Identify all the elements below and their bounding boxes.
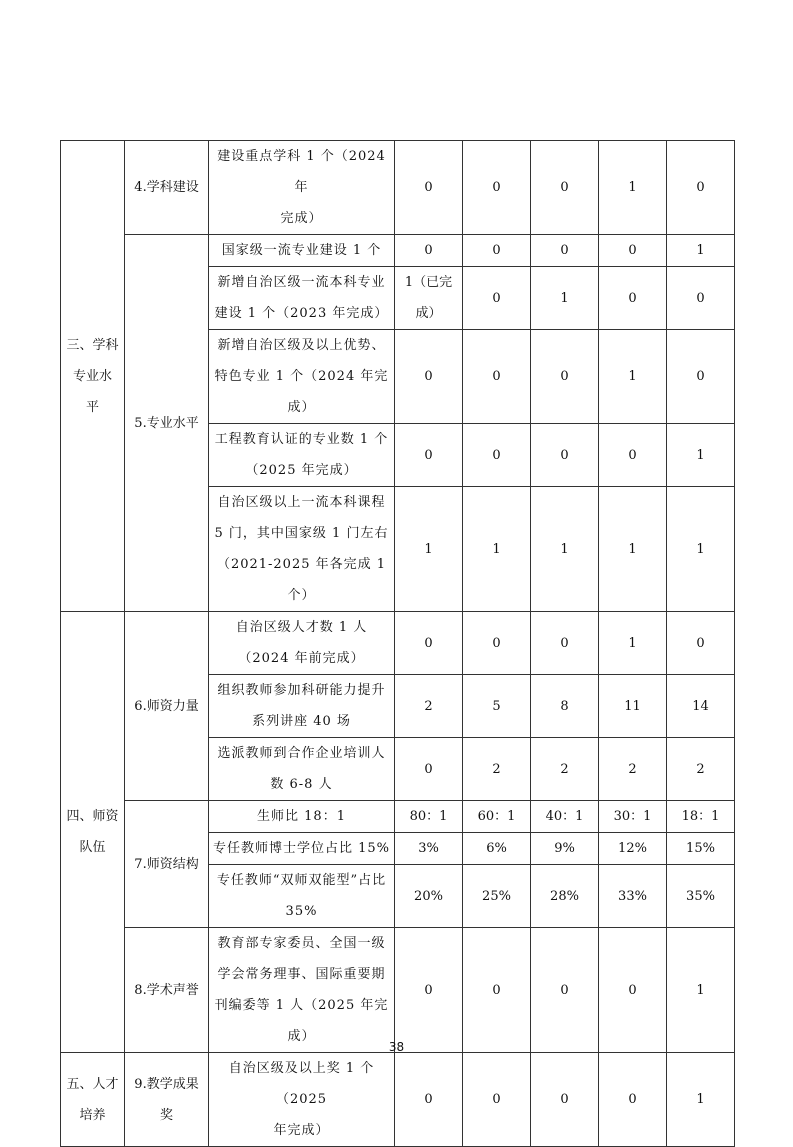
value-cell: 1: [667, 424, 735, 487]
value-cell: 1: [531, 487, 599, 612]
category-cell: 三、学科 专业水 平: [61, 141, 125, 612]
value-cell: 1: [599, 330, 667, 424]
value-cell: 8: [531, 675, 599, 738]
value-cell: 0: [463, 141, 531, 235]
value-cell: 33%: [599, 865, 667, 928]
value-cell: 0: [599, 1053, 667, 1147]
value-cell: 0: [599, 928, 667, 1053]
value-cell: 1: [599, 487, 667, 612]
value-cell: 0: [463, 235, 531, 267]
value-cell: 1: [599, 612, 667, 675]
indicator-cell: 自治区级及以上奖 1 个（2025 年完成）: [209, 1053, 395, 1147]
value-cell: 1: [531, 267, 599, 330]
value-cell: 0: [531, 330, 599, 424]
indicator-cell: 国家级一流专业建设 1 个: [209, 235, 395, 267]
value-cell: 6%: [463, 833, 531, 865]
indicator-cell: 新增自治区级一流本科专业 建设 1 个（2023 年完成）: [209, 267, 395, 330]
value-cell: 1: [667, 235, 735, 267]
value-cell: 28%: [531, 865, 599, 928]
subcategory-cell: 7.师资结构: [125, 801, 209, 928]
table-row: [61, 612, 735, 675]
value-cell: 11: [599, 675, 667, 738]
indicator-cell: 教育部专家委员、全国一级 学会常务理事、国际重要期 刊编委等 1 人（2025 年完成）: [209, 928, 395, 1053]
value-cell: 0: [599, 424, 667, 487]
table-row: [61, 928, 735, 1053]
indicator-cell: 组织教师参加科研能力提升 系列讲座 40 场: [209, 675, 395, 738]
value-cell: 1（已完 成）: [395, 267, 463, 330]
value-cell: 0: [531, 928, 599, 1053]
value-cell: 60：1: [463, 801, 531, 833]
value-cell: 0: [463, 424, 531, 487]
category-cell: 四、师资 队伍: [61, 612, 125, 1053]
value-cell: 12%: [599, 833, 667, 865]
value-cell: 2: [531, 738, 599, 801]
value-cell: 2: [395, 675, 463, 738]
indicator-table: [60, 140, 735, 1147]
indicator-cell: 生师比 18：1: [209, 801, 395, 833]
indicator-cell: 专任教师“双师双能型”占比 35%: [209, 865, 395, 928]
value-cell: 0: [395, 928, 463, 1053]
table-row: [61, 141, 735, 235]
value-cell: 0: [667, 267, 735, 330]
indicator-cell: 建设重点学科 1 个（2024 年 完成）: [209, 141, 395, 235]
value-cell: 0: [531, 1053, 599, 1147]
value-cell: 35%: [667, 865, 735, 928]
value-cell: 0: [463, 1053, 531, 1147]
page-number: 38: [388, 1040, 405, 1054]
table-row: [61, 801, 735, 833]
value-cell: 1: [395, 487, 463, 612]
value-cell: 0: [531, 612, 599, 675]
value-cell: 3%: [395, 833, 463, 865]
value-cell: 0: [599, 235, 667, 267]
value-cell: 30：1: [599, 801, 667, 833]
indicator-cell: 工程教育认证的专业数 1 个 （2025 年完成）: [209, 424, 395, 487]
value-cell: 1: [667, 928, 735, 1053]
value-cell: 2: [463, 738, 531, 801]
value-cell: 5: [463, 675, 531, 738]
value-cell: 0: [531, 424, 599, 487]
indicator-cell: 自治区级人才数 1 人 （2024 年前完成）: [209, 612, 395, 675]
value-cell: 0: [395, 738, 463, 801]
value-cell: 1: [599, 141, 667, 235]
value-cell: 2: [667, 738, 735, 801]
value-cell: 2: [599, 738, 667, 801]
value-cell: 0: [599, 267, 667, 330]
value-cell: 40：1: [531, 801, 599, 833]
indicator-cell: 新增自治区级及以上优势、 特色专业 1 个（2024 年完成）: [209, 330, 395, 424]
value-cell: 25%: [463, 865, 531, 928]
indicator-cell: 自治区级以上一流本科课程 5 门，其中国家级 1 门左右 （2021-2025 年各完成 1 个）: [209, 487, 395, 612]
value-cell: 0: [463, 267, 531, 330]
value-cell: 1: [463, 487, 531, 612]
value-cell: 80：1: [395, 801, 463, 833]
value-cell: 20%: [395, 865, 463, 928]
value-cell: 0: [463, 612, 531, 675]
table-row: [61, 1053, 735, 1147]
value-cell: 0: [463, 928, 531, 1053]
value-cell: 0: [463, 330, 531, 424]
subcategory-cell: 8.学术声誉: [125, 928, 209, 1053]
indicator-cell: 选派教师到合作企业培训人 数 6-8 人: [209, 738, 395, 801]
value-cell: 0: [395, 235, 463, 267]
value-cell: 0: [531, 141, 599, 235]
value-cell: 0: [667, 330, 735, 424]
table-row: [61, 235, 735, 267]
indicator-cell: 专任教师博士学位占比 15%: [209, 833, 395, 865]
category-cell: 五、人才 培养: [61, 1053, 125, 1147]
value-cell: 14: [667, 675, 735, 738]
value-cell: 18：1: [667, 801, 735, 833]
value-cell: 0: [395, 1053, 463, 1147]
subcategory-cell: 6.师资力量: [125, 612, 209, 801]
value-cell: 15%: [667, 833, 735, 865]
value-cell: 9%: [531, 833, 599, 865]
value-cell: 0: [667, 141, 735, 235]
subcategory-cell: 5.专业水平: [125, 235, 209, 612]
value-cell: 0: [395, 424, 463, 487]
value-cell: 0: [395, 612, 463, 675]
subcategory-cell: 4.学科建设: [125, 141, 209, 235]
value-cell: 0: [395, 141, 463, 235]
value-cell: 1: [667, 1053, 735, 1147]
value-cell: 1: [667, 487, 735, 612]
value-cell: 0: [531, 235, 599, 267]
value-cell: 0: [395, 330, 463, 424]
value-cell: 0: [667, 612, 735, 675]
subcategory-cell: 9.教学成果 奖: [125, 1053, 209, 1147]
